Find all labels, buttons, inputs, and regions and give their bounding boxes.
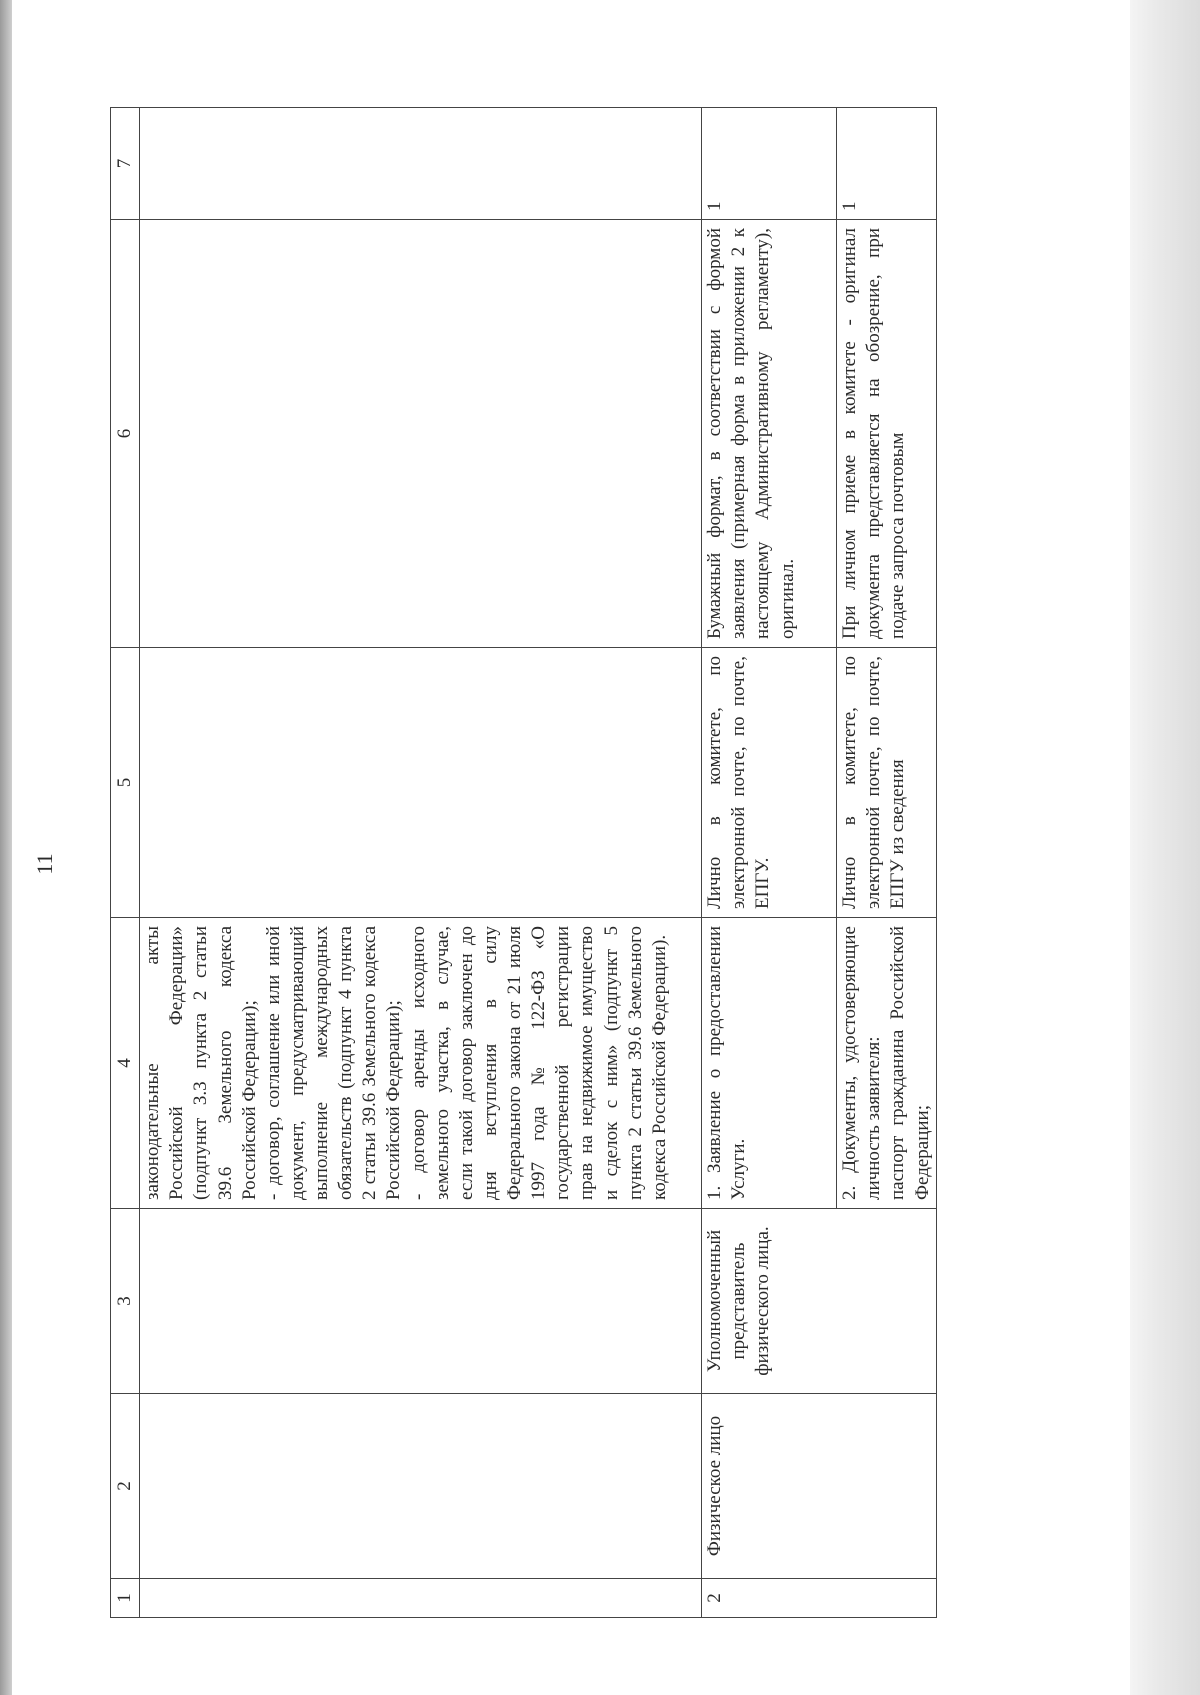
row-number: 2 bbox=[702, 1579, 937, 1618]
cont-col-5 bbox=[140, 648, 702, 918]
header-col-2: 2 bbox=[111, 1394, 140, 1579]
cont-col-1 bbox=[140, 1579, 702, 1618]
header-col-7: 7 bbox=[111, 108, 140, 220]
header-col-6: 6 bbox=[111, 220, 140, 648]
applicant-category: Физическое лицо bbox=[702, 1394, 937, 1579]
header-row bbox=[111, 108, 140, 1618]
doc-2-name: 2. Документы, удостоверяющие личность заявителя: паспорт гражданина Российской Федерации; bbox=[837, 918, 937, 1209]
doc-1-count: 1 bbox=[702, 108, 837, 220]
header-col-5: 5 bbox=[111, 648, 140, 918]
table-row-continuation bbox=[140, 108, 702, 1618]
cont-legal-acts: законодательные акты Российской Федерации» (подпункт 3.3 пункта 2 статьи 39.6 Земельного кодекса Российской Федерации); - договор, соглашение или иной документ, предусматривающий выполнение международных обязательств (подпункт 4 пункта 2 статьи 39.6 Земельного кодекса Российской Федерации); - договор аренды исходного земельного участка, в случае, если такой договор заключен до дня вступления в силу Федерального закона от 21 июля 1997 года № 122-ФЗ «О государственной регистрации прав на недвижимое имущество и сделок с ним» (подпункт 5 пункта 2 статьи 39.6 Земельного кодекса Российской Федерации). bbox=[140, 918, 702, 1209]
doc-1-format: Бумажный формат, в соответствии с формой заявления (примерная форма в приложении 2 к настоящему Административному регламенту), оригинал. bbox=[702, 220, 837, 648]
header-col-1: 1 bbox=[111, 1579, 140, 1618]
doc-1-name: 1. Заявление о предоставлении Услуги. bbox=[702, 918, 837, 1209]
scan-shadow-left bbox=[0, 0, 12, 1695]
doc-1-method: Лично в комитете, по электронной почте, по почте, ЕПГУ. bbox=[702, 648, 837, 918]
cont-col-7 bbox=[140, 108, 702, 220]
document-page bbox=[20, 68, 1122, 1660]
page-number: 11 bbox=[32, 853, 57, 875]
scan-shadow-right bbox=[1130, 0, 1200, 1695]
applicant-representative: Уполномоченный представитель физического лица. bbox=[702, 1209, 937, 1394]
documents-table bbox=[110, 107, 937, 1618]
header-col-3: 3 bbox=[111, 1209, 140, 1394]
header-col-4: 4 bbox=[111, 918, 140, 1209]
cont-col-6 bbox=[140, 220, 702, 648]
cont-col-2 bbox=[140, 1394, 702, 1579]
doc-2-method: Лично в комитете, по электронной почте, по почте, ЕПГУ из сведения bbox=[837, 648, 937, 918]
cont-col-3 bbox=[140, 1209, 702, 1394]
doc-2-format: При личном приеме в комитете - оригинал документа представляется на обозрение, при подаче запроса почтовым bbox=[837, 220, 937, 648]
doc-2-count: 1 bbox=[837, 108, 937, 220]
table-row-2-doc-1 bbox=[702, 108, 837, 1618]
